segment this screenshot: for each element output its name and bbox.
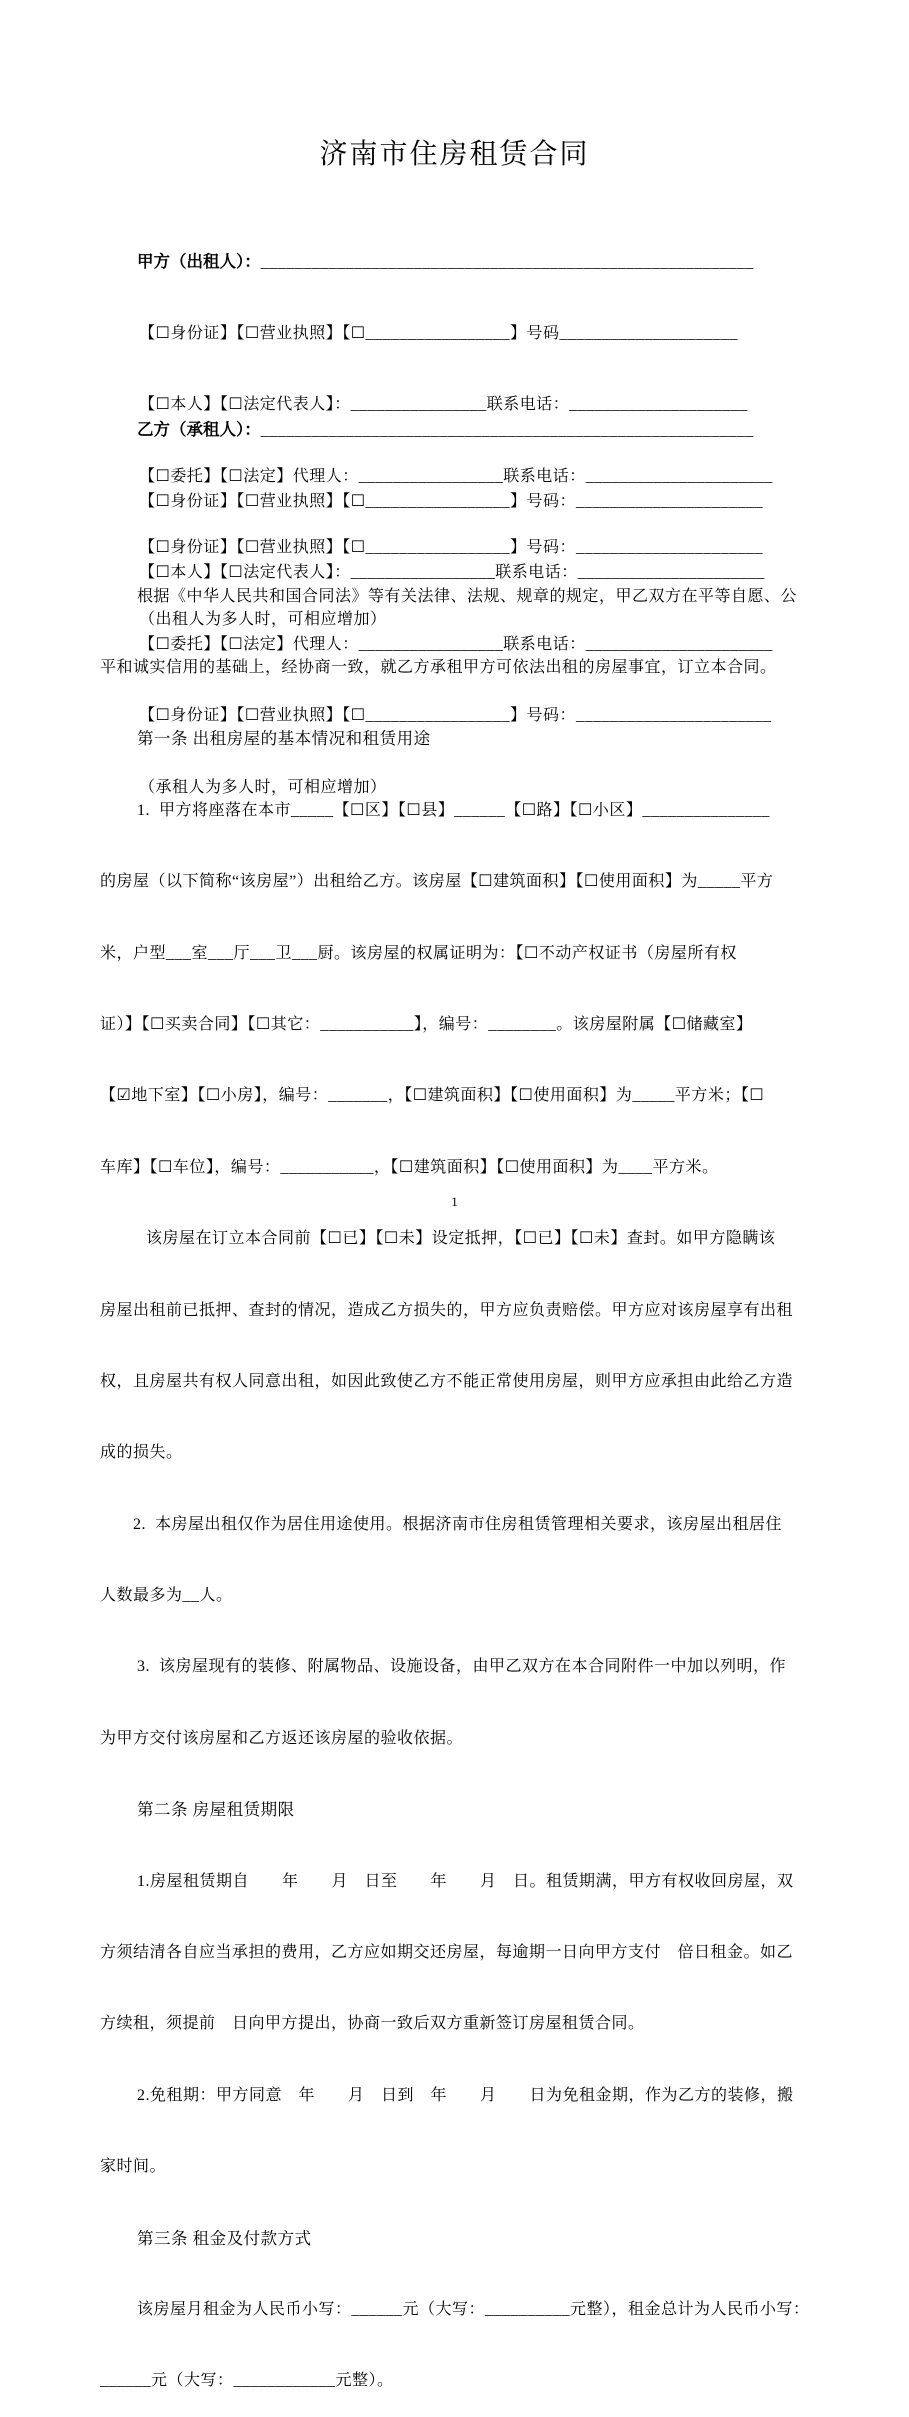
article-1-clause-1-line: 【☑地下室】【☐小房】，编号：_______，【☐建筑面积】【☐使用面积】为_____平方米；【☐: [100, 1087, 765, 1105]
article-1-clause-3-line: 3. 该房屋现有的装修、附属物品、设施设备，由甲乙双方在本合同附件一中加以列明，作: [137, 1658, 787, 1676]
party-b-heading: 乙方（承租人）：: [137, 420, 261, 439]
article-1-clause-1-line: 米，户型___室___厅___卫___厨。该房屋的权属证明为：【☐不动产权证书（房屋所有权: [100, 944, 737, 962]
preamble-line: 平和诚实信用的基础上，经协商一致，就乙方承租甲方可依法出租的房屋事宜，订立本合同。: [100, 658, 777, 676]
article-3-rent-line: 该房屋月租金为人民币小写：______元（大写：__________元整），租金总计为人民币小写：: [137, 2300, 810, 2318]
contract-title: 济南市住房租赁合同: [319, 138, 590, 169]
party-a-heading-row: [137, 251, 827, 275]
article-1-clause-3-line: 为甲方交付该房屋和乙方返还该房屋的验收依据。: [100, 1729, 464, 1747]
article-3-rent-line: ______元（大写：____________元整）。: [100, 2372, 394, 2390]
mortgage-paragraph-line: 该房屋在订立本合同前【☐已】【☐未】设定抵押，【☐已】【☐未】查封。如甲方隐瞒该: [146, 1230, 776, 1248]
article-3-heading: 第三条 租金及付款方式: [137, 2228, 312, 2248]
party-b-name-blank: __________________________________________________________: [260, 421, 754, 439]
party-a-representative-line: 【☐本人】【☐法定代表人】：________________联系电话：_____________________: [139, 396, 748, 414]
article-1-clause-2-line: 2. 本房屋出租仅作为居住用途使用。根据济南市住房租赁管理相关要求，该房屋出租居住: [133, 1515, 783, 1533]
article-2-clause-1-line: 方须结清各自应当承担的费用，乙方应如期交还房屋，每逾期一日向甲方支付 倍日租金。如乙: [100, 1944, 794, 1962]
article-2-clause-2-line: 家时间。: [100, 2158, 167, 2176]
party-a-name-blank: __________________________________________________________: [260, 253, 754, 271]
party-b-agent-id-line: 【☐身份证】【☐营业执照】【☐_________________】号码：_______________________: [139, 707, 772, 725]
article-1-clause-1-line: 的房屋（以下简称“该房屋”）出租给乙方。该房屋【☐建筑面积】【☐使用面积】为_____平方: [100, 873, 774, 891]
party-a-heading: 甲方（出租人）：: [137, 252, 261, 271]
preamble-line: 根据《中华人民共和国合同法》等有关法律、法规、规章的规定，甲乙双方在平等自愿、公: [137, 587, 798, 605]
article-1-clause-1-line: 1. 甲方将座落在本市_____【☐区】【☐县】______【☐路】【☐小区】_______________: [137, 801, 770, 819]
party-b-agent-line: 【☐委托】【☐法定】代理人：_________________联系电话：______________________: [139, 635, 773, 653]
article-1-clause-1-line: 车库】【☐车位】，编号：___________，【☐建筑面积】【☐使用面积】为____平方米。: [100, 1158, 719, 1176]
article-1-clause-1-line: 证）】【☐买卖合同】【☐其它：___________】，编号：________。该房屋附属【☐储藏室】: [100, 1015, 753, 1033]
party-a-agent-line: 【☐委托】【☐法定】代理人：_________________联系电话：______________________: [139, 467, 773, 485]
article-2-clause-2-line: 2.免租期：甲方同意 年 月 日到 年 月 日为免租金期，作为乙方的装修，搬: [137, 2086, 794, 2104]
article-1-clause-2-line: 人数最多为__人。: [100, 1587, 233, 1605]
page-number: 1: [451, 1194, 458, 1209]
article-1-heading: 第一条 出租房屋的基本情况和租赁用途: [137, 729, 431, 749]
party-a-agent-id-line: 【☐身份证】【☐营业执照】【☐_________________】号码：______________________: [139, 539, 764, 557]
mortgage-paragraph-line: 房屋出租前已抵押、查封的情况，造成乙方损失的，甲方应负责赔偿。甲方应对该房屋享有出租: [100, 1301, 794, 1319]
article-2-heading: 第二条 房屋租赁期限: [137, 1800, 295, 1820]
party-a-id-type-line: 【☐身份证】【☐营业执照】【☐_________________】号码_____________________: [139, 324, 739, 342]
party-b-note: （承租人为多人时，可相应增加）: [139, 778, 387, 796]
mortgage-paragraph-line: 权，且房屋共有权人同意出租，如因此致使乙方不能正常使用房屋，则甲方应承担由此给乙方造: [100, 1372, 794, 1390]
party-b-id-type-line: 【☐身份证】【☐营业执照】【☐_________________】号码：______________________: [139, 492, 764, 510]
article-2-clause-1-line: 1.房屋租赁期自 年 月 日至 年 月 日。租赁期满，甲方有权收回房屋，双: [137, 1872, 794, 1890]
mortgage-paragraph-line: 成的损失。: [100, 1444, 183, 1462]
contract-body: [100, 537, 820, 2417]
party-a-note: （出租人为多人时，可相应增加）: [139, 610, 387, 628]
party-b-heading-row: [137, 419, 827, 443]
party-b-representative-line: 【☐本人】【☐法定代表人】：_________________联系电话：______________________: [139, 564, 765, 582]
article-2-clause-1-line: 方续租，须提前 日向甲方提出，协商一致后双方重新签订房屋租赁合同。: [100, 2015, 645, 2033]
